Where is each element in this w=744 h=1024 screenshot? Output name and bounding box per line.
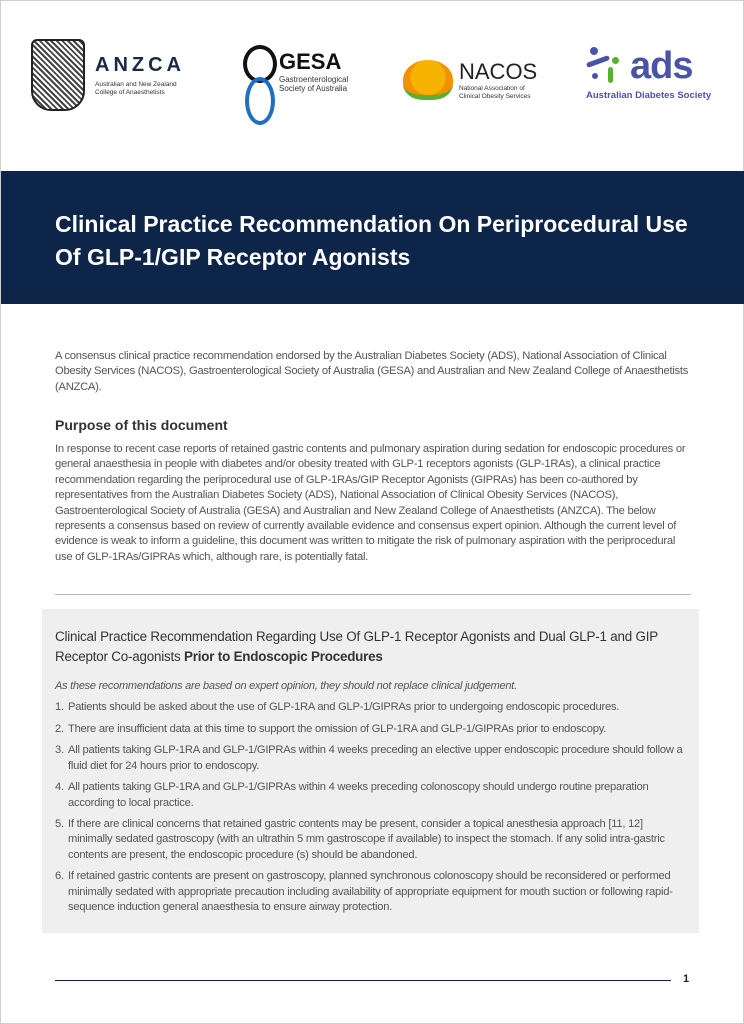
list-item bbox=[55, 817, 685, 863]
intro-paragraph: A consensus clinical practice recommendation endorsed by the Australian Diabetes Society (ADS), National Association of Clinical Obesity Services (NACOS), Gastroenterological Society of Australia (GESA) and Australian and New Zealand College of Anaesthetists (ANZCA). bbox=[55, 350, 689, 393]
list-item bbox=[55, 743, 685, 773]
disclaimer-note: As these recommendations are based on expert opinion, they should not replace clinical judgement. bbox=[55, 680, 517, 692]
recommendation-box bbox=[42, 609, 699, 933]
list-item bbox=[55, 700, 685, 715]
item-number: 5. bbox=[55, 818, 64, 831]
item-text: If there are clinical concerns that retained gastric contents may be present, consider a topical anesthesia approach [11, 12] minimally sedated gastroscopy (with an ultrathin 5 mm gastroscope if available) to inspect the stomach. If any solid intra-gastric contents are present, the endoscopic procedure (s) should be abandoned. bbox=[68, 818, 665, 861]
page-title: Clinical Practice Recommendation On Periprocedural Use Of GLP-1/GIP Receptor Agonists bbox=[55, 211, 688, 270]
item-number: 4. bbox=[55, 781, 64, 794]
ads-logo bbox=[586, 45, 711, 101]
item-text: Patients should be asked about the use of GLP-1RA and GLP-1/GIPRAs prior to undergoing endoscopic procedures. bbox=[68, 701, 620, 713]
item-number: 1. bbox=[55, 701, 64, 713]
nacos-logo bbox=[403, 59, 544, 101]
gesa-subtitle: Gastroenterological Society of Australia bbox=[279, 75, 349, 93]
anzca-crest-icon bbox=[31, 39, 85, 111]
item-number: 3. bbox=[55, 744, 64, 757]
item-text: If retained gastric contents are present on gastroscopy, planned synchronous colonoscopy should be reconsidered or performed minimally sedated with appropriate precaution including availability of appropriate equipment for mouth suction or following rapid-sequence induction general anaesthesia to ensure airway protection. bbox=[68, 870, 673, 913]
item-text: All patients taking GLP-1RA and GLP-1/GIPRAs within 4 weeks preceding an elective upper endoscopic procedure should follow a fluid diet for 24 hours prior to endoscopy. bbox=[68, 744, 683, 772]
item-number: 2. bbox=[55, 722, 64, 735]
recommendation-heading-text: Clinical Practice Recommendation Regarding Use Of GLP-1 Receptor Agonists and Dual GLP-1 and GIP Receptor Co-agonists bbox=[55, 629, 658, 664]
item-text: All patients taking GLP-1RA and GLP-1/GIPRAs within 4 weeks preceding colonoscopy should undergo routine preparation according to local practice. bbox=[68, 781, 649, 809]
page-number: 1 bbox=[683, 973, 690, 985]
gesa-mark-icon bbox=[239, 41, 279, 121]
ads-name: ads bbox=[630, 45, 693, 87]
list-item bbox=[55, 722, 685, 737]
gesa-name: GESA bbox=[279, 49, 342, 74]
anzca-name: ANZCA bbox=[95, 53, 185, 76]
list-item bbox=[55, 780, 685, 810]
waratah-flower-icon bbox=[403, 60, 453, 100]
purpose-heading: Purpose of this document bbox=[55, 417, 228, 433]
divider bbox=[55, 594, 691, 595]
partner-logos bbox=[1, 39, 744, 129]
recommendation-heading bbox=[55, 627, 685, 667]
ads-figures-icon bbox=[586, 47, 626, 87]
list-item bbox=[55, 869, 685, 915]
nacos-name: NACOS bbox=[459, 59, 538, 84]
recommendation-heading-bold: Prior to Endoscopic Procedures bbox=[184, 649, 383, 664]
purpose-paragraph: In response to recent case reports of retained gastric contents and pulmonary aspiration during sedation for endoscopic procedures or general anaesthesia in people with diabetes and/or obesity treated with GLP-1 receptors agonists (GLP-1RAs), a clinical practice recommendation regarding the periprocedural use of GLP-1RAs/GIP Receptor Agonists (GIPRAs) has been co-authored by representatives from the Australian Diabetes Society (ADS), National Association of Clinical Obesity Services (NACOS), Gastroenterological Society of Australia (GESA) and Australian and New Zealand College of Anaesthetists (ANZCA). The below represents a consensus based on review of currently available evidence and consensus expert opinion. Although the current level of evidence is weak to inform a guideline, this document was written to mitigate the risk of pulmonary aspiration with the periprocedural use of GLP-1RAs/GIPRAs which, although rare, is potentially fatal. bbox=[55, 443, 686, 563]
footer-rule bbox=[55, 980, 671, 981]
gesa-logo bbox=[239, 41, 369, 121]
recommendation-list bbox=[55, 700, 685, 915]
anzca-logo bbox=[31, 39, 195, 111]
item-number: 6. bbox=[55, 870, 64, 883]
nacos-subtitle: National Association of Clinical Obesity Services bbox=[459, 85, 531, 100]
item-text: There are insufficient data at this time to support the omission of GLP-1RA and GLP-1/GIPRAs prior to endoscopy. bbox=[68, 722, 607, 735]
title-banner bbox=[1, 171, 744, 304]
anzca-subtitle: Australian and New Zealand College of Anaesthetists bbox=[95, 80, 177, 96]
ads-subtitle: Australian Diabetes Society bbox=[586, 90, 712, 101]
